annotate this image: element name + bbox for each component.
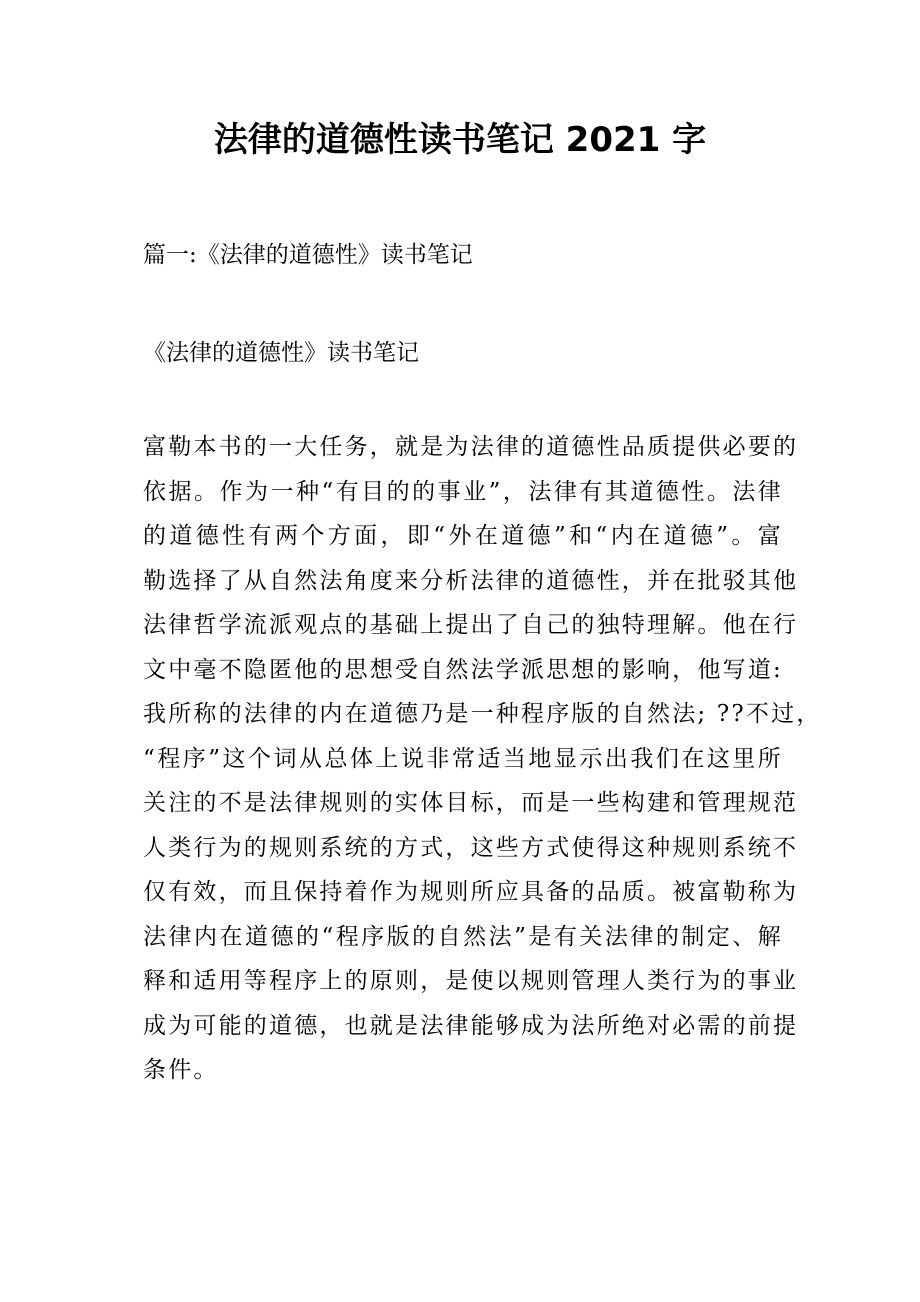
body-line: 的道德性有两个方面，即“外在道德”和“内在道德”。富 bbox=[143, 523, 783, 549]
body-line: 法律内在道德的“程序版的自然法”是有关法律的制定、解 bbox=[143, 923, 783, 950]
body-line: 释和适用等程序上的原则，是使以规则管理人类行为的事业 bbox=[143, 968, 799, 994]
section-heading: 篇一:《法律的道德性》读书笔记 bbox=[143, 242, 473, 268]
body-paragraph bbox=[143, 425, 822, 1093]
body-line: 人类行为的规则系统的方式，这些方式使得这种规则系统不 bbox=[143, 834, 799, 861]
body-line: 富勒本书的一大任务，就是为法律的道德性品质提供必要的 bbox=[143, 434, 799, 460]
body-line: 条件。 bbox=[143, 1057, 219, 1083]
body-line: 我所称的法律的内在道德乃是一种程序版的自然法; ??不过， bbox=[143, 701, 822, 727]
page-title: 法律的道德性读书笔记 2021 字 bbox=[213, 120, 707, 160]
sub-heading: 《法律的道德性》读书笔记 bbox=[143, 340, 419, 366]
body-line: 勒选择了从自然法角度来分析法律的道德性，并在批驳其他 bbox=[143, 567, 799, 594]
body-line: 法律哲学流派观点的基础上提出了自己的独特理解。他在行 bbox=[143, 612, 799, 638]
body-line: 关注的不是法律规则的实体目标，而是一些构建和管理规范 bbox=[143, 790, 799, 816]
body-line: 成为可能的道德，也就是法律能够成为法所绝对必需的前提 bbox=[143, 1012, 799, 1039]
body-line: 文中毫不隐匿他的思想受自然法学派思想的影响，他写道: bbox=[143, 656, 783, 683]
body-line: 依据。作为一种“有目的的事业”，法律有其道德性。法律 bbox=[143, 478, 783, 505]
body-line: 仅有效，而且保持着作为规则所应具备的品质。被富勒称为 bbox=[143, 879, 799, 905]
body-line: “程序”这个词从总体上说非常适当地显示出我们在这里所 bbox=[143, 745, 783, 772]
